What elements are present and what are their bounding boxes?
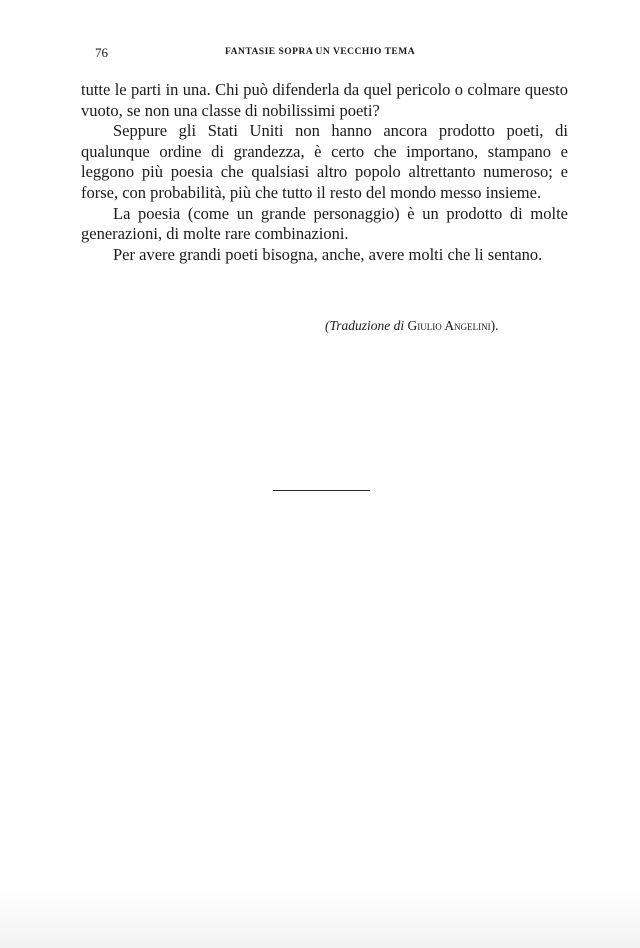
page-header — [95, 45, 565, 61]
body-text — [81, 80, 568, 265]
translator-name: Giulio Angelini — [407, 318, 491, 333]
translation-closing: ). — [490, 318, 499, 333]
paragraph: Seppure gli Stati Uniti non hanno ancora prodotto poeti, di qualunque ordine di grandezza, è certo che importano, stampano e leggono più poesia che qualsiasi altro popolo altrettanto numeroso; e forse, con probabilità, più che tutto il resto del mondo messo insieme. — [81, 121, 568, 202]
running-title: FANTASIE SOPRA UN VECCHIO TEMA — [225, 47, 416, 57]
translation-credit — [325, 318, 499, 334]
section-separator — [273, 490, 370, 491]
paragraph: Per avere grandi poeti bisogna, anche, avere molti che li sentano. — [113, 244, 543, 264]
paragraph: tutte le parti in una. Chi può difenderla da quel pericolo o colmare questo vuoto, se non una classe di nobilissimi poeti? — [81, 80, 568, 120]
paragraph: La poesia (come un grande personaggio) è un prodotto di molte generazioni, di molte rare combinazioni. — [81, 203, 568, 244]
translation-label: (Traduzione di — [325, 318, 405, 333]
page-number: 76 — [95, 45, 108, 60]
page-edge-shading — [0, 888, 640, 948]
